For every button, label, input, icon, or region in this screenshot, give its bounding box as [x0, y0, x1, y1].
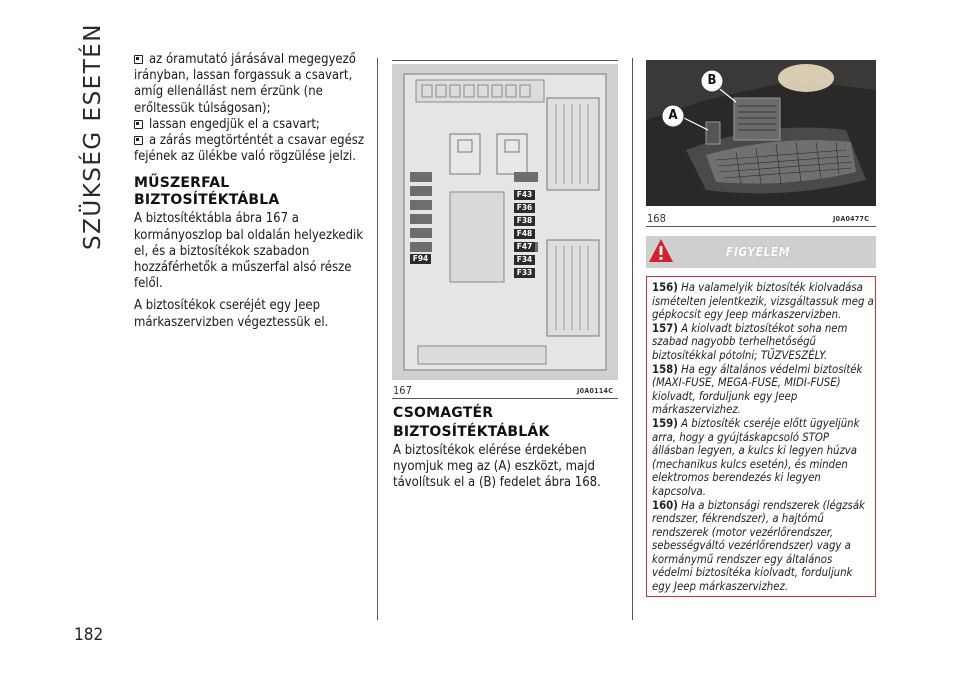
- warning-title: FIGYELEM: [726, 245, 790, 259]
- warning-item: 156) Ha valamelyik biztosíték kiolvadása ismételten jelentkezik, vizsgáltassuk meg a gépkocsit egy Jeep márkaszervizben.: [652, 281, 874, 322]
- label-b: B: [707, 73, 717, 88]
- column-2-text: [393, 405, 625, 492]
- section-heading-line2: BIZTOSÍTÉKTÁBLÁK: [393, 424, 550, 440]
- trunk-fuse-image: [646, 60, 876, 206]
- figure-number: 167: [393, 384, 412, 397]
- fuse-label-F34: F34: [514, 255, 535, 265]
- fuse-label-F48: F48: [514, 229, 535, 239]
- section-title-vertical: SZÜKSÉG ESETÉN: [80, 23, 106, 250]
- warning-item: 160) Ha a biztonsági rendszerek (légzsák rendszer, fékrendszer), a hajtómű rendszerek (motor vezérlőrendszer, sebességváltó vezérlőrendszer) vagy a kormánymű rendszer egy általános védelmi biztosítéka kiolvadt, forduljunk egy Jeep márkaszervizhez.: [652, 498, 865, 594]
- column-divider: [632, 58, 633, 620]
- fuse-label-F94: F94: [410, 254, 431, 264]
- warning-item: 159) A biztosíték cseréje előtt ügyeljünk arra, hogy a gyújtáskapcsoló STOP állásban legyen, a kulcs ki legyen húzva (mechanikus kulcs esetén), és minden elektromos berendezés ki legyen kapcsolva.: [652, 416, 860, 498]
- column-1: [134, 52, 368, 331]
- fuse-label-F33: F33: [514, 268, 535, 278]
- warning-text: [652, 281, 874, 594]
- fuse-label-F38: F38: [514, 216, 535, 226]
- fuse-label-F43: F43: [514, 190, 535, 200]
- bullet-icon: [134, 55, 143, 64]
- section-heading-line1: CSOMAGTÉR: [393, 405, 494, 421]
- paragraph: A biztosítékok elérése érdekében nyomjuk meg az (A) eszközt, majd távolítsuk el a (B) fedelet ábra 168.: [393, 443, 601, 491]
- fuse-label-F47: F47: [514, 242, 535, 252]
- fuse-box-image: [392, 64, 618, 380]
- paragraph: A biztosítékok cseréjét egy Jeep márkaszervizben végeztessük el.: [134, 298, 329, 330]
- figure-number: 168: [647, 212, 666, 225]
- bullet-icon: [134, 120, 143, 129]
- bullet-icon: [134, 136, 143, 145]
- bullet-item: a zárás megtörténtét a csavar egész fejének az ülékbe való rögzülése jelzi.: [134, 133, 365, 165]
- figure-code: J0A0477C: [833, 215, 870, 223]
- fuse-label-F36: F36: [514, 203, 535, 213]
- figure-code: J0A0114C: [577, 387, 614, 395]
- warning-item: 157) A kiolvadt biztosítékot soha nem szabad nagyobb terhelhetőségű biztosítékkal pótolni; TŰZVESZÉLY.: [652, 321, 848, 362]
- label-a: A: [668, 108, 678, 123]
- trunk-illustration: [646, 60, 876, 206]
- warning-item: 158) Ha egy általános védelmi biztosíték (MAXI-FUSE, MEGA-FUSE, MIDI-FUSE) kiolvadt, forduljunk egy Jeep márkaszervizhez.: [652, 362, 863, 417]
- bullet-item: az óramutató járásával megegyező irányban, lassan forgassuk a csavart, amíg ellenállást nem érzünk (ne erőltessük túlságosan);: [134, 52, 356, 116]
- column-divider: [377, 58, 378, 620]
- section-heading: MŰSZERFAL BIZTOSÍTÉKTÁBLA: [134, 175, 280, 209]
- fuse-box-illustration: [392, 64, 618, 380]
- bullet-item: lassan engedjük el a csavart;: [134, 117, 368, 133]
- paragraph: A biztosítéktábla ábra 167 a kormányoszlop bal oldalán helyezkedik el, és a biztosítékok szabadon hozzáférhetők a műszerfal alsó része felől.: [134, 211, 364, 292]
- warning-icon: [648, 238, 674, 264]
- page-number: 182: [74, 625, 104, 645]
